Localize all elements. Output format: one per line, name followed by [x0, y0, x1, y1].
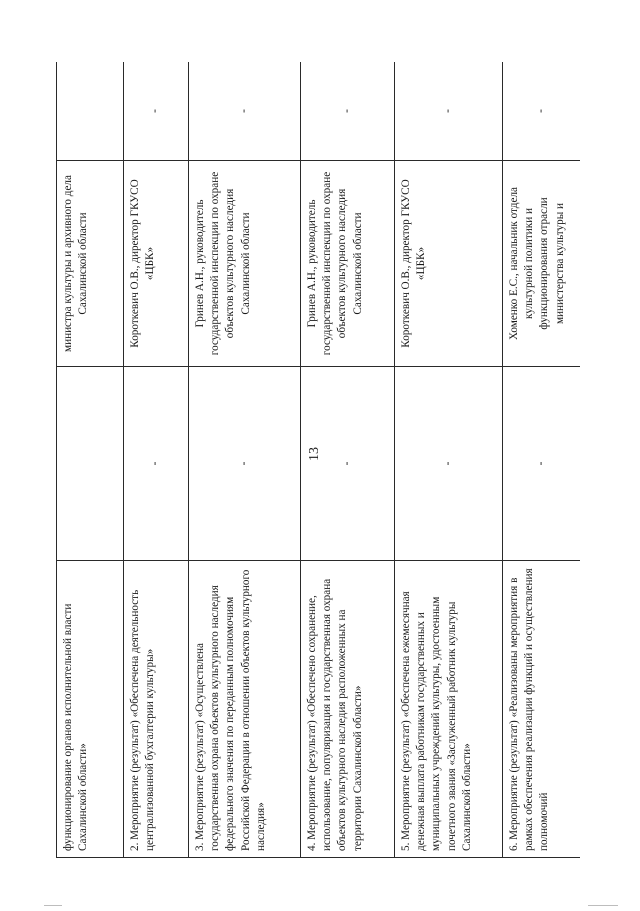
responsible-cell: Короткевич О.В., директор ГКУСО «ЦБК»	[124, 161, 189, 367]
measures-table-frame	[56, 62, 580, 858]
responsible-cell: министра культуры и архивного дела Сахалинской области	[57, 161, 124, 367]
table-cell	[57, 62, 124, 161]
table-cell: -	[301, 62, 395, 161]
table-cell: -	[124, 367, 189, 561]
table-cell: -	[189, 62, 301, 161]
responsible-cell: Гринев А.Н., руководитель государственной инспекции по охране объектов культурного наследия Сахалинской области	[301, 161, 395, 367]
table-row	[301, 62, 395, 858]
table-row	[57, 62, 124, 858]
measure-cell: 2. Мероприятие (результат) «Обеспечена деятельность централизованной бухгалтерии культуры»	[124, 561, 189, 858]
table-cell	[57, 367, 124, 561]
measure-cell: 4. Мероприятие (результат) «Обеспечено сохранение, использование, популяризация и государственная охрана объектов культурного наследия расположенных на территории Сахалинской области»	[301, 561, 395, 858]
scan-artifact	[588, 905, 618, 906]
table-cell: -	[301, 367, 395, 561]
table-cell: -	[189, 367, 301, 561]
responsible-cell: Гринев А.Н., руководитель государственной инспекции по охране объектов культурного наследия Сахалинской области	[189, 161, 301, 367]
table-row	[395, 62, 503, 858]
table-cell: -	[503, 62, 581, 161]
table-row	[503, 62, 581, 858]
responsible-cell: Хоменко Е.С., начальник отдела культурной политики и функционирования отрасли министерства культуры и	[503, 161, 581, 367]
table-cell: -	[395, 367, 503, 561]
scan-artifact	[44, 905, 62, 906]
page-number: 13	[307, 447, 322, 461]
measures-table	[56, 62, 580, 858]
measure-cell: 3. Мероприятие (результат) «Осуществлена государственная охрана объектов культурного наследия федерального значения по переданным полномочиям Российской Федерации в отношении объектов культурного наследия»	[189, 561, 301, 858]
responsible-cell: Короткевич О.В., директор ГКУСО «ЦБК»	[395, 161, 503, 367]
measure-cell: 5. Мероприятие (результат) «Обеспечена ежемесячная денежная выплата работникам государственных и муниципальных учреждений культуры, удостоенным почетного звания «Заслуженный работник культуры Сахалинской области»	[395, 561, 503, 858]
table-cell: -	[124, 62, 189, 161]
table-row	[189, 62, 301, 858]
table-row	[124, 62, 189, 858]
measure-cell: функционирование органов исполнительной власти Сахалинской области»	[57, 561, 124, 858]
table-cell: -	[395, 62, 503, 161]
table-cell: -	[503, 367, 581, 561]
measure-cell: 6. Мероприятие (результат) «Реализованы мероприятия в рамках обеспечения реализации функций и осуществления полномочий	[503, 561, 581, 858]
